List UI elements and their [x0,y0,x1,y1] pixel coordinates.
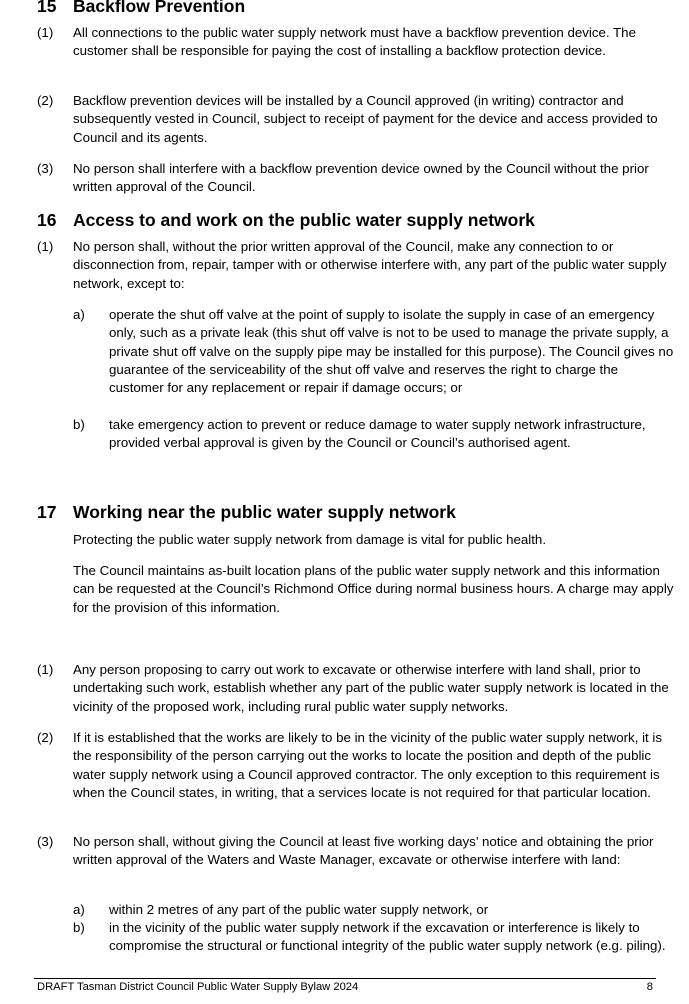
clause-number: (1) [37,239,54,254]
clause-15-3 [37,160,675,197]
footer-title: DRAFT Tasman District Council Public Water Supply Bylaw 2024 [37,981,359,993]
item-text: within 2 metres of any part of the public water supply network, or [109,902,489,917]
item-17-b [73,919,675,956]
section-number: 15 [37,0,57,16]
clause-number: (3) [37,834,54,849]
section-15-heading [37,0,245,16]
section-title: Backflow Prevention [73,0,246,16]
section-number: 17 [37,502,57,522]
clause-number: (1) [37,25,54,40]
clause-15-2 [37,92,675,147]
clause-text: Any person proposing to carry out work to excavate or otherwise interfere with land shall, prior to undertaking such work, establish whether any part of the public water supply network is located in the vicinity of the proposed work, including rural public water supply networks. [73,662,669,714]
item-17-a [73,901,675,919]
clause-text: No person shall, without giving the Council at least five working days’ notice and obtaining the prior written approval of the Waters and Waste Manager, excavate or otherwise interfere with land: [73,834,654,868]
clause-number: (2) [37,93,54,108]
item-letter: a) [73,902,85,917]
section-17-intro-2: The Council maintains as-built location plans of the public water supply network and this information can be requested at the Council’s Richmond Office during normal business hours. A charge may apply for the provision of this information. [73,563,674,615]
clause-17-1 [37,661,675,716]
section-16-heading [37,210,535,230]
section-title: Working near the public water supply network [73,502,456,522]
item-letter: a) [73,307,85,322]
section-title: Access to and work on the public water supply network [73,210,535,230]
section-17-intro-1: Protecting the public water supply network from damage is vital for public health. [73,532,547,547]
item-16-a [73,306,675,397]
item-16-b [73,416,675,453]
clause-number: (1) [37,662,54,677]
clause-16-1 [37,238,675,293]
clause-text: Backflow prevention devices will be installed by a Council approved (in writing) contractor and subsequently vested in Council, subject to receipt of payment for the device and access provided to Council and its agents. [73,93,658,145]
section-number: 16 [37,210,57,230]
clause-text: No person shall, without the prior written approval of the Council, make any connection to or disconnection from, repair, tamper with or otherwise interfere with, any part of the public water supply network, except to: [73,239,667,291]
clause-number: (2) [37,730,54,745]
item-letter: b) [73,920,85,935]
clause-15-1 [37,24,675,61]
page-footer [37,980,653,994]
clause-number: (3) [37,161,54,176]
item-text: take emergency action to prevent or reduce damage to water supply network infrastructure, provided verbal approval is given by the Council or Council’s authorised agent. [109,417,646,451]
clause-17-3 [37,833,675,870]
clause-text: No person shall interfere with a backflow prevention device owned by the Council without the prior written approval of the Council. [73,161,649,195]
item-letter: b) [73,417,85,432]
clause-text: If it is established that the works are likely to be in the vicinity of the public water supply network, it is the responsibility of the person carrying out the works to locate the position and depth of the public water supply network using a Council approved contractor. The only exception to this requirement is when the Council states, in writing, that a services locate is not required for that particular location. [73,730,663,800]
section-17-heading [37,502,456,522]
item-text: operate the shut off valve at the point of supply to isolate the supply in case of an emergency only, such as a private leak (this shut off valve is not to be used to manage the private supply, a private shut off valve on the supply pipe may be installed for this purpose). The Council gives no guarantee of the serviceability of the shut off valve and reserves the right to charge the customer for any replacement or repair if damage occurs; or [109,307,674,396]
footer-divider [34,978,656,979]
clause-text: All connections to the public water supply network must have a backflow prevention device. The customer shall be responsible for paying the cost of installing a backflow protection device. [73,25,636,59]
item-text: in the vicinity of the public water supply network if the excavation or interference is likely to compromise the structural or functional integrity of the public water supply network (e.g. piling). [109,920,666,954]
clause-17-2 [37,729,675,802]
page-number: 8 [646,981,653,993]
